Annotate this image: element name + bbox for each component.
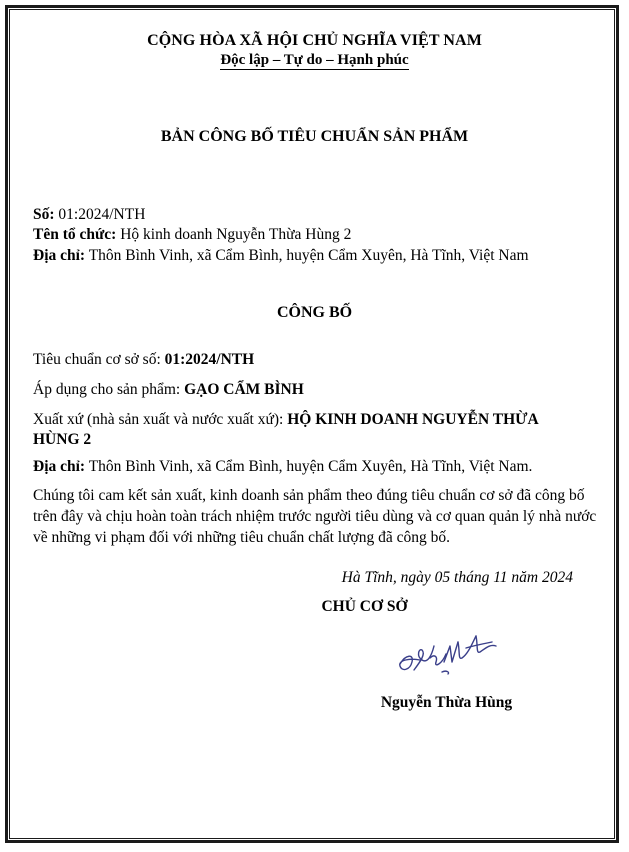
owner-title: CHỦ CƠ SỞ xyxy=(321,598,408,615)
product-value: GẠO CẨM BÌNH xyxy=(184,381,304,398)
org-address-label: Địa chỉ: xyxy=(33,247,86,264)
announcement-address-label: Địa chỉ: xyxy=(33,458,86,475)
origin-value: HỘ KINH DOANH NGUYỄN THỪA HÙNG 2 xyxy=(33,411,538,448)
org-name-line xyxy=(33,225,593,245)
standard-value: 01:2024/NTH xyxy=(164,351,255,368)
origin-line xyxy=(33,410,583,450)
product-line xyxy=(33,380,593,400)
signature-image xyxy=(392,624,512,682)
org-number-label: Số: xyxy=(33,206,55,223)
signer-name: Nguyễn Thừa Hùng xyxy=(380,694,513,711)
national-motto xyxy=(0,52,629,69)
org-number-value: 01:2024/NTH xyxy=(54,206,146,223)
date-line: Hà Tĩnh, ngày 05 tháng 11 năm 2024 xyxy=(341,569,573,586)
national-title: CỘNG HÒA XÃ HỘI CHỦ NGHĨA VIỆT NAM xyxy=(147,32,482,49)
org-name-value: Hộ kinh doanh Nguyễn Thừa Hùng 2 xyxy=(116,226,352,243)
announcement-address-value: Thôn Bình Vinh, xã Cẩm Bình, huyện Cẩm Xuyên, Hà Tĩnh, Việt Nam. xyxy=(85,458,533,475)
org-address-line xyxy=(33,246,593,266)
org-number-line xyxy=(33,205,593,225)
product-label: Áp dụng cho sản phẩm: xyxy=(33,381,185,398)
announcement-address-line xyxy=(33,457,593,477)
document-title: BẢN CÔNG BỐ TIÊU CHUẨN SẢN PHẨM xyxy=(160,128,469,145)
org-name-label: Tên tổ chức: xyxy=(33,226,117,243)
org-address-value: Thôn Bình Vinh, xã Cẩm Bình, huyện Cẩm Xuyên, Hà Tĩnh, Việt Nam xyxy=(85,247,529,264)
motto-text: Độc lập – Tự do – Hạnh phúc xyxy=(220,52,409,68)
commitment-paragraph: Chúng tôi cam kết sản xuất, kinh doanh sản phẩm theo đúng tiêu chuẩn cơ sở đã công bố trên đây và chịu hoàn toàn trách nhiệm trước người tiêu dùng và cơ quan quản lý nhà nước về những vi phạm đối với những tiêu chuẩn chất lượng đã công bố. xyxy=(33,487,597,546)
announcement-title: CÔNG BỐ xyxy=(276,304,353,321)
origin-label: Xuất xứ (nhà sản xuất và nước xuất xứ): xyxy=(33,411,288,428)
standard-label: Tiêu chuẩn cơ sở số: xyxy=(33,351,165,368)
standard-line xyxy=(33,350,593,370)
